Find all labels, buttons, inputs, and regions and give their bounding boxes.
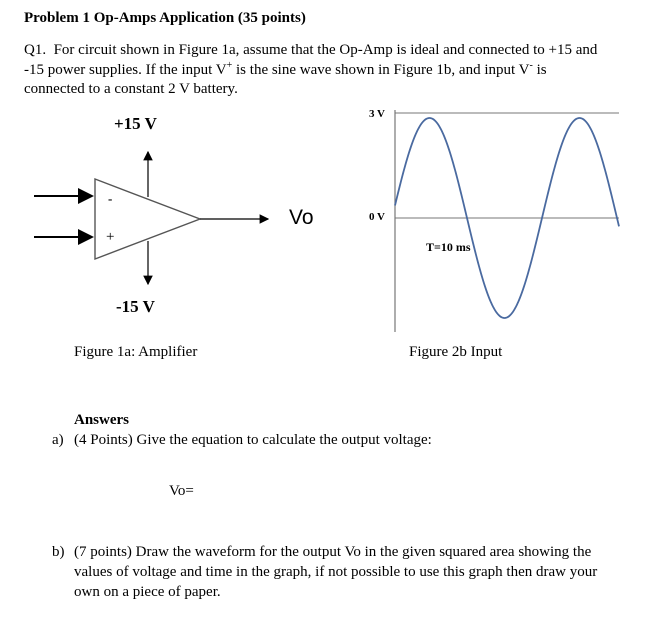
label-3v: 3 V: [369, 108, 385, 120]
vo-equation-label: Vo=: [169, 483, 194, 499]
answer-a-text: (4 Points) Give the equation to calculate the output voltage:: [74, 432, 432, 448]
supply-negative-label: -15 V: [116, 297, 155, 316]
question-line-2: -15 power supplies. If the input V+ is the sine wave shown in Figure 1b, and input V- is: [24, 60, 547, 78]
answer-a-label: a): [52, 432, 64, 448]
answer-b-label: b): [52, 544, 65, 560]
period-label: T=10 ms: [426, 240, 471, 254]
problem-title: Problem 1 Op-Amps Application (35 points): [24, 10, 306, 26]
question-line-3: connected to a constant 2 V battery.: [24, 81, 238, 97]
answer-b-line-1: (7 points) Draw the waveform for the output Vo in the given squared area showing the: [74, 544, 592, 560]
label-0v: 0 V: [369, 211, 385, 223]
answer-b-line-2: values of voltage and time in the graph, if not possible to use this graph then draw your: [74, 564, 598, 580]
figure-1a-caption: Figure 1a: Amplifier: [74, 344, 198, 360]
inverting-input-sign: -: [108, 191, 113, 206]
noninverting-input-sign: +: [106, 229, 115, 245]
output-label: Vo: [289, 206, 314, 229]
answer-b-line-3: own on a piece of paper.: [74, 584, 221, 600]
question-line-1: Q1. For circuit shown in Figure 1a, assume that the Op-Amp is ideal and connected to +15 and: [24, 42, 598, 58]
question-label: Q1.: [24, 42, 47, 58]
figure-1b-caption: Figure 2b Input: [409, 344, 503, 360]
answers-heading: Answers: [74, 412, 129, 428]
supply-positive-label: +15 V: [114, 114, 157, 133]
